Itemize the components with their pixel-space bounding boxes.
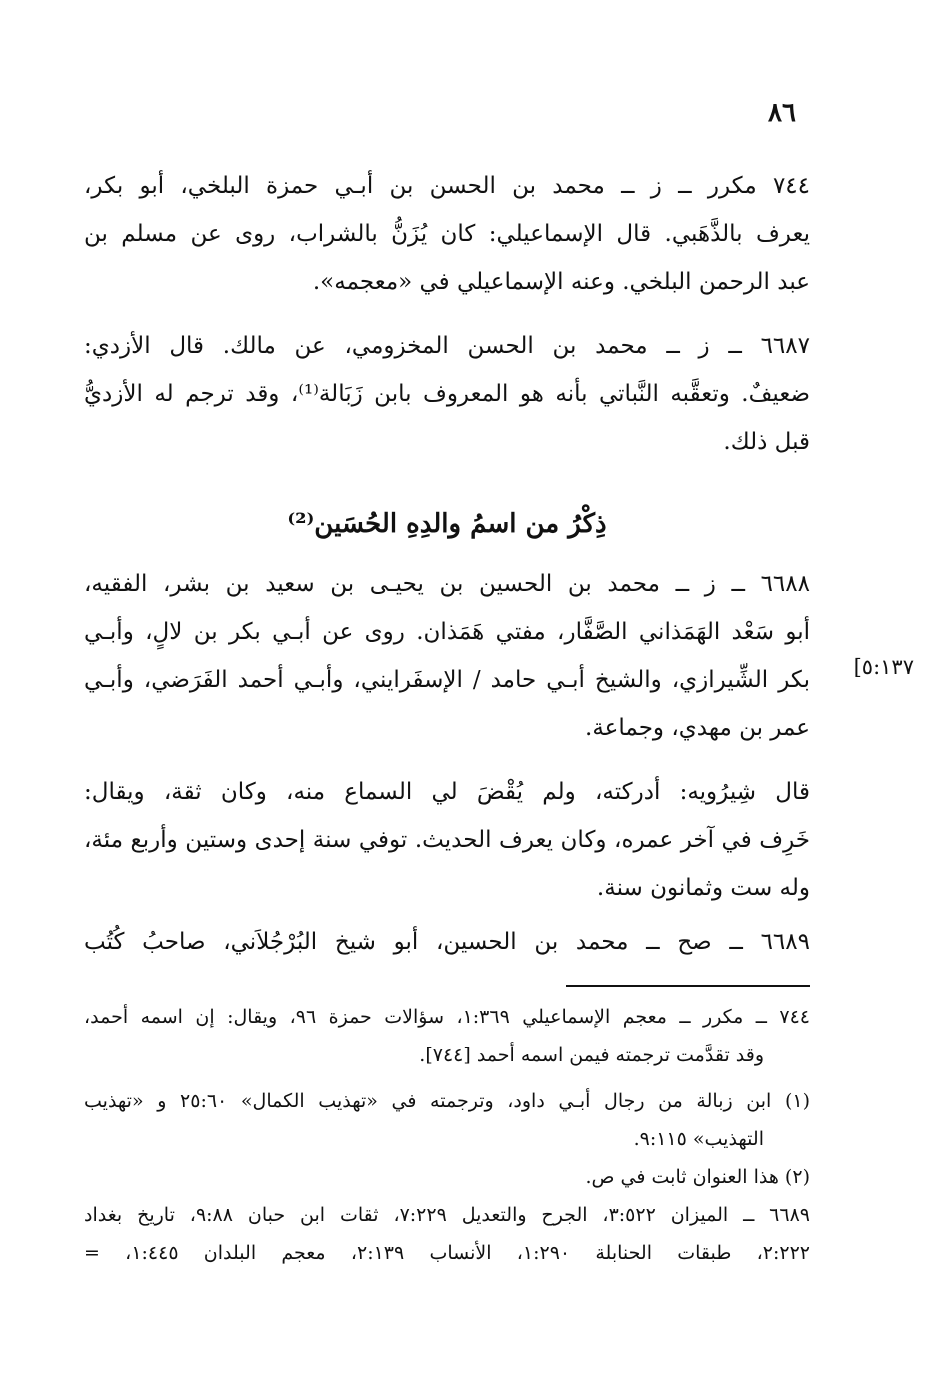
footnote-1: [84, 1082, 810, 1158]
footnote-line: (٢) هذا العنوان ثابت في ص.: [585, 1166, 810, 1188]
page-number: ٨٦: [768, 98, 796, 128]
entry-line: قال شِيرُويه: أدركته، ولم يُقْضَ لي السماع منه، وكان ثقة، ويقال:: [84, 779, 810, 805]
entry-line: ٦٦٨٩ ــ صح ــ محمد بن الحسين، أبو شيخ البُرْجُلاَني، صاحبُ كُتُب: [84, 929, 810, 955]
entry-line: قبل ذلك.: [723, 429, 810, 455]
footnote-line: التهذيب» ٩:١١٥.: [633, 1128, 764, 1150]
entry-line: ٦٦٨٨ ــ ز ــ محمد بن الحسين بن يحيـى بن سعيد بن بشر، الفقيه،: [84, 571, 810, 597]
entry-744-mukarrar: [84, 162, 810, 306]
footnote-744: [84, 998, 810, 1074]
footnote-line: ٦٦٨٩ ــ الميزان ٣:٥٢٢، الجرح والتعديل ٧:٢٢٩، ثقات ابن حبان ٩:٨٨، تاريخ بغداد: [84, 1204, 810, 1226]
entry-6688: [84, 560, 810, 752]
entry-line: ضعيفٌ. وتعقَّبه النَّباتي بأنه هو المعروف بابن زَبَالة⁽¹⁾، وقد ترجم له الأزديُّ: [84, 381, 810, 407]
entry-line: خَرِف في آخر عمره، وكان يعرف الحديث. توفي سنة إحدى وستين وأربع مئة،: [84, 827, 810, 853]
entry-line: ٦٦٨٧ ــ ز ــ محمد بن الحسن المخزومي، عن مالك. قال الأزدي:: [84, 333, 810, 359]
margin-volume-reference: [٥:١٣٧: [853, 655, 914, 679]
footnotes: [84, 998, 810, 1272]
entry-line: وله ست وثمانون سنة.: [596, 875, 810, 901]
footnote-line: (١) ابن زبالة من رجال أبـي داود، وترجمته في «تهذيب الكمال» ٢٥:٦٠ و «تهذيب: [84, 1090, 810, 1112]
footnote-separator: [566, 985, 810, 987]
footnote-line: ٧٤٤ ــ مكرر ــ معجم الإسماعيلي ١:٣٦٩، سؤالات حمزة ٩٦، ويقال: إن اسمه أحمد،: [84, 1006, 810, 1028]
entry-line: أبو سَعْد الهَمَذاني الصَّفَّار، مفتي هَمَذان. روى عن أبـي بكر بن لالٍ، وأبـي: [84, 619, 810, 645]
footnote-line: وقد تقدَّمت ترجمته فيمن اسمه أحمد [٧٤٤].: [419, 1044, 764, 1066]
shiruyah-paragraph: [84, 768, 810, 912]
entry-line: يعرف بالذَّهَبي. قال الإسماعيلي: كان يُزَنُّ بالشراب، روى عن مسلم بن: [84, 221, 810, 247]
entry-line: عبد الرحمن البلخي. وعنه الإسماعيلي في «معجمه».: [312, 269, 810, 295]
entry-6689: [84, 918, 810, 966]
entry-6687: [84, 322, 810, 466]
footnote-line: ٢:٢٢٢، طبقات الحنابلة ١:٢٩٠، الأنساب ٢:١٣٩، معجم البلدان ١:٤٤٥، =: [84, 1242, 810, 1264]
footnote-2: [84, 1158, 810, 1196]
entry-line: عمر بن مهدي، وجماعة.: [585, 715, 810, 741]
entry-line: ٧٤٤ مكرر ــ ز ــ محمد بن الحسن بن أبـي حمزة البلخي، أبو بكر،: [84, 173, 810, 199]
entry-line: بكر الشِّيرازي، والشيخ أبـي حامد / الإسفَرايني، وأبـي أحمد الفَرَضي، وأبـي: [84, 667, 810, 693]
section-heading: ذِكْرُ من اسمُ والدِهِ الحُسَين⁽²⁾: [287, 509, 607, 539]
footnote-6689: [84, 1196, 810, 1272]
